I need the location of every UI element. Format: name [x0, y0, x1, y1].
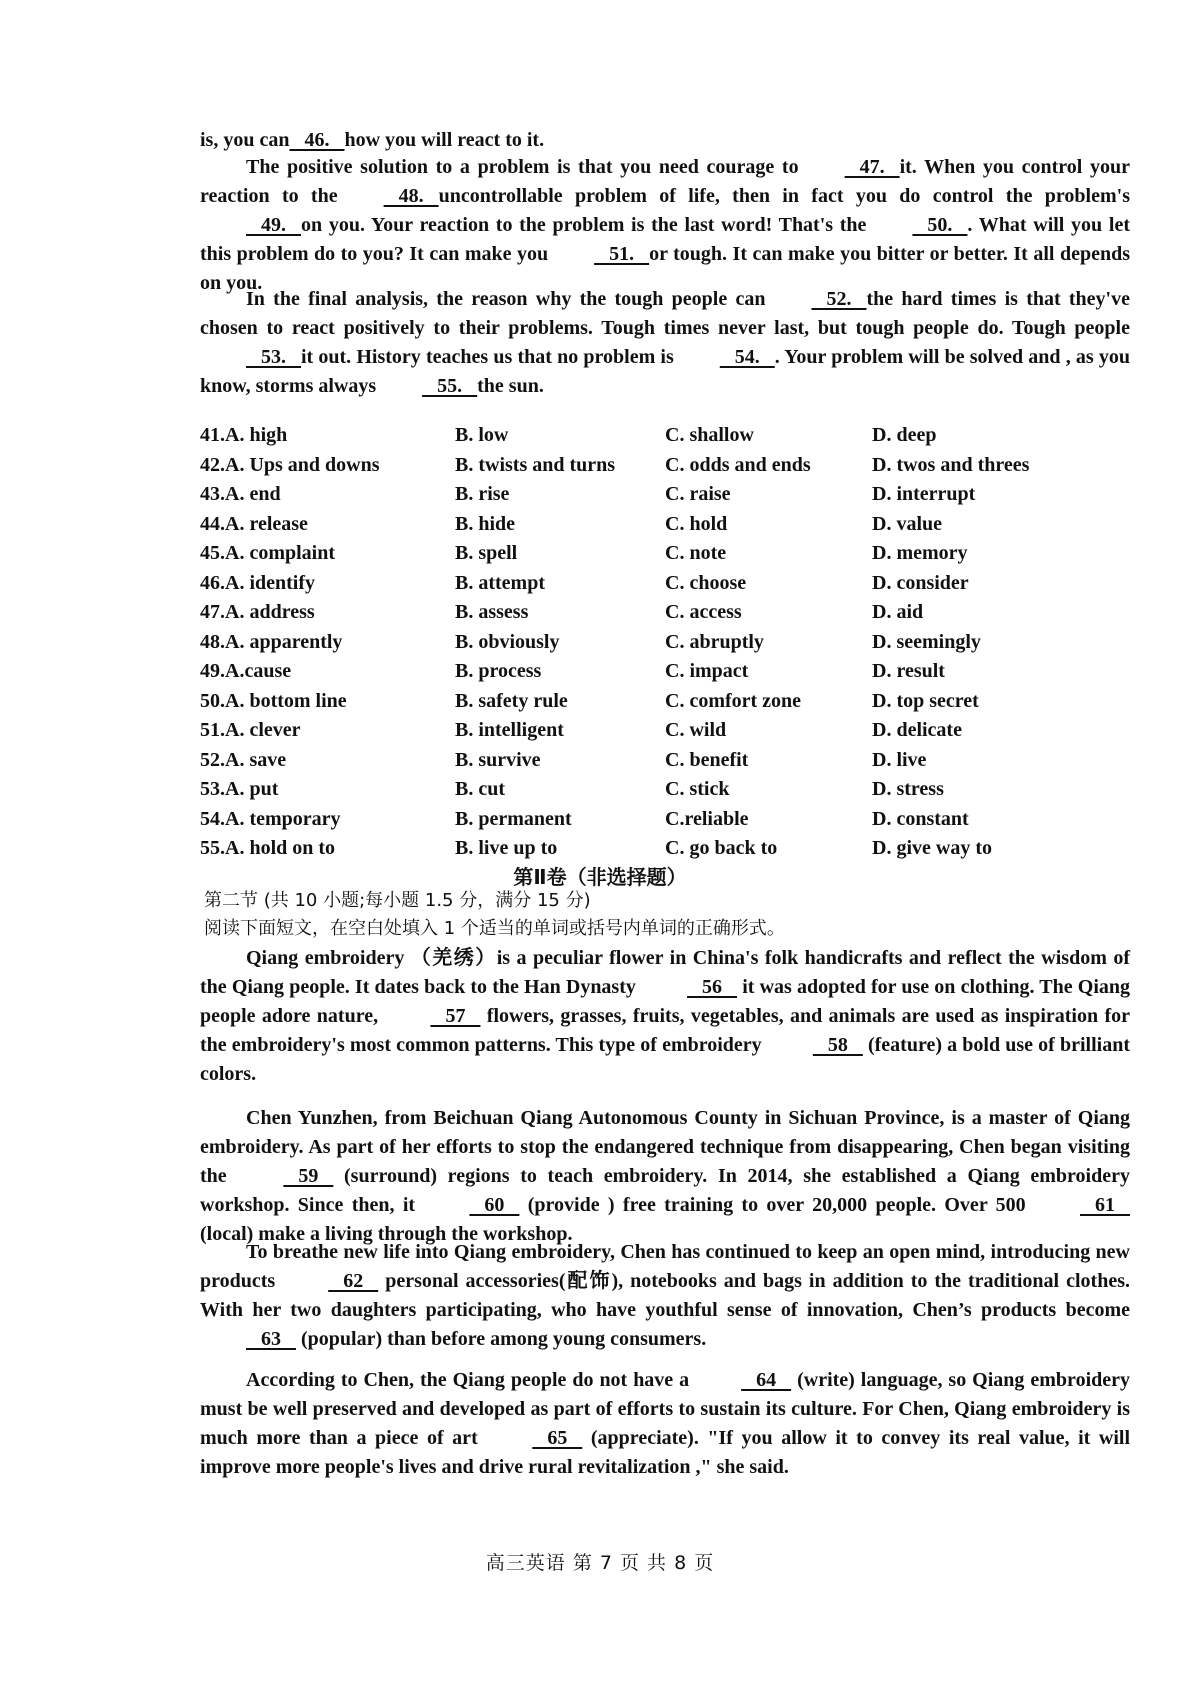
option-a: 42.A. Ups and downs	[200, 453, 380, 476]
blank-49: 49.	[246, 214, 301, 236]
blank-50: 50.	[912, 214, 968, 236]
blank-65: 65	[532, 1427, 583, 1449]
blank-58: 58	[812, 1034, 863, 1056]
option-a: 43.A. end	[200, 483, 281, 505]
option-d: D. twos and threes	[872, 453, 1030, 476]
option-row	[200, 421, 1130, 451]
option-c: C. shallow	[665, 424, 754, 446]
option-a: 41.A. high	[200, 424, 288, 446]
option-row	[200, 716, 1130, 746]
option-row	[200, 746, 1130, 776]
text-run: on you. Your reaction to the problem is the last word! That's the	[301, 214, 867, 236]
option-d: D. consider	[872, 571, 969, 594]
option-d: D. top secret	[872, 689, 979, 712]
option-b: B. hide	[455, 512, 516, 535]
text-run: To breathe new life into Qiang embroidery, Chen has continued to keep an open mind, introducing new products	[200, 1241, 1130, 1292]
text-run: personal accessories(配饰), notebooks and bags in addition to the traditional clothes. With her two daughters participating, who have youthful sense of innovation, Chen’s products become	[200, 1270, 1130, 1321]
passage2-para4	[200, 1366, 1130, 1482]
option-c: C. benefit	[665, 748, 749, 771]
option-d: D. constant	[872, 807, 969, 830]
option-c: C. go back to	[665, 837, 778, 859]
option-row	[200, 657, 1130, 687]
blank-62: 62	[328, 1270, 379, 1292]
blank-61: 61	[1080, 1194, 1131, 1216]
option-row	[200, 805, 1130, 835]
option-a: 45.A. complaint	[200, 542, 335, 564]
blank-60: 60	[469, 1194, 520, 1216]
section2-instruction: 阅读下面短文，在空白处填入 1 个适当的单词或括号内单词的正确形式。	[204, 918, 785, 939]
option-a: 52.A. save	[200, 748, 287, 771]
passage2-para2	[200, 1104, 1130, 1249]
option-a: 49.A.cause	[200, 660, 292, 682]
text-run: it was adopted for use on clothing. The Qiang people adore nature,	[200, 976, 1130, 1027]
option-c: C.reliable	[665, 807, 749, 830]
option-c: C. impact	[665, 660, 749, 682]
option-row	[200, 569, 1130, 599]
option-b: B. attempt	[455, 571, 545, 594]
text-run: (popular) than before among young consumers.	[296, 1328, 707, 1350]
option-d: D. value	[872, 512, 942, 535]
option-b: B. assess	[455, 601, 529, 623]
text-run: uncontrollable problem of life, then in fact you do control the problem's	[438, 185, 1130, 207]
text-run: it out. History teaches us that no problem is	[301, 346, 674, 368]
blank-48: 48.	[383, 185, 439, 207]
blank-63: 63	[246, 1328, 296, 1350]
text-run: it. When you control your reaction to the	[200, 156, 1130, 207]
option-b: B. twists and turns	[455, 453, 616, 476]
option-b: B. spell	[455, 542, 518, 564]
option-a: 47.A. address	[200, 601, 315, 623]
text-run: . Your problem will be solved and , as you know, storms always	[200, 346, 1130, 397]
text-run: Qiang embroidery （羌绣）is a peculiar flower in China's folk handicrafts and reflect the wisdom of the Qiang people. It dates back to the Han Dynasty	[200, 947, 1130, 998]
blank-47: 47.	[844, 156, 900, 178]
passage1-para2	[200, 285, 1130, 401]
option-a: 50.A. bottom line	[200, 689, 347, 712]
text-run: (write) language, so Qiang embroidery must be well preserved and developed as part of efforts to sustain its culture. For Chen, Qiang embroidery is much more than a piece of art	[200, 1369, 1130, 1449]
option-row	[200, 598, 1130, 628]
option-a: 44.A. release	[200, 512, 308, 535]
option-row	[200, 775, 1130, 805]
option-row	[200, 451, 1130, 481]
option-d: D. seemingly	[872, 630, 981, 653]
text-run: is, you can	[200, 129, 290, 151]
option-d: D. delicate	[872, 719, 962, 741]
text-run: Chen Yunzhen, from Beichuan Qiang Autonomous County in Sichuan Province, is a master of Qiang embroidery. As part of her efforts to stop the endangered technique from disappearing, Chen began visiting the	[200, 1107, 1130, 1187]
text-run: flowers, grasses, fruits, vegetables, and animals are used as inspiration for the embroidery's most common patterns. This type of embroidery	[200, 1005, 1131, 1056]
option-b: B. intelligent	[455, 719, 564, 741]
option-b: B. survive	[455, 748, 541, 771]
option-d: D. stress	[872, 778, 944, 800]
option-a: 48.A. apparently	[200, 630, 343, 653]
blank-59: 59	[283, 1165, 334, 1187]
passage2-para3	[200, 1238, 1130, 1354]
blank-52: 52.	[811, 288, 867, 310]
option-row	[200, 628, 1130, 658]
text-run: In the final analysis, the reason why the tough people can	[246, 288, 766, 310]
options-table	[200, 421, 1130, 864]
option-d: D. live	[872, 748, 927, 771]
option-c: C. note	[665, 542, 727, 564]
option-row	[200, 539, 1130, 569]
text-run: or tough. It can make you bitter or better. It all depends on you.	[200, 243, 1130, 294]
passage1-para1	[200, 153, 1130, 298]
blank-54: 54.	[719, 346, 775, 368]
passage1-para0	[200, 126, 1130, 155]
option-b: B. obviously	[455, 630, 560, 653]
option-c: C. access	[665, 601, 742, 623]
page-footer: 高三英语 第 7 页 共 8 页	[485, 1552, 715, 1574]
option-d: D. give way to	[872, 837, 992, 859]
option-c: C. odds and ends	[665, 453, 811, 476]
option-row	[200, 480, 1130, 510]
text-run: (surround) regions to teach embroidery. In 2014, she established a Qiang embroidery workshop. Since then, it	[200, 1165, 1130, 1216]
option-d: D. result	[872, 660, 945, 682]
option-c: C. raise	[665, 483, 731, 505]
section2-heading: 第二节 (共 10 小题;每小题 1.5 分，满分 15 分)	[204, 890, 591, 911]
volume2-title: 第Ⅱ卷（非选择题）	[513, 865, 687, 889]
passage2-para1	[200, 944, 1130, 1089]
text-run: the hard times is that they've chosen to react positively to their problems. Tough times never last, but tough people do. Tough people	[200, 288, 1130, 339]
option-b: B. process	[455, 660, 542, 682]
option-d: D. aid	[872, 601, 924, 623]
option-a: 54.A. temporary	[200, 807, 341, 830]
option-d: D. deep	[872, 424, 937, 446]
option-b: B. live up to	[455, 837, 558, 859]
option-a: 55.A. hold on to	[200, 837, 336, 859]
option-row	[200, 834, 1130, 864]
option-c: C. abruptly	[665, 630, 764, 653]
option-b: B. rise	[455, 483, 510, 505]
text-run: how you will react to it.	[344, 129, 545, 151]
text-run: (provide ) free training to over 20,000 people. Over 500	[519, 1194, 1035, 1216]
option-c: C. comfort zone	[665, 689, 802, 712]
option-b: B. permanent	[455, 807, 572, 830]
option-c: C. hold	[665, 512, 728, 535]
option-b: B. cut	[455, 778, 505, 800]
blank-53: 53.	[246, 346, 301, 368]
option-row	[200, 687, 1130, 717]
text-run: (local) make a living through the workshop.	[200, 1223, 573, 1245]
option-a: 46.A. identify	[200, 571, 315, 594]
text-run: According to Chen, the Qiang people do not have a	[246, 1369, 696, 1391]
blank-56: 56	[687, 976, 738, 998]
blank-64: 64	[741, 1369, 792, 1391]
text-run: . What will you let this problem do to you? It can make you	[200, 214, 1130, 265]
option-c: C. choose	[665, 571, 747, 594]
text-run: The positive solution to a problem is that you need courage to	[246, 156, 799, 178]
blank-46: 46.	[289, 129, 345, 151]
blank-51: 51.	[594, 243, 650, 265]
option-c: C. wild	[665, 719, 727, 741]
blank-57: 57	[430, 1005, 481, 1027]
option-d: D. interrupt	[872, 483, 976, 505]
option-b: B. low	[455, 424, 509, 446]
blank-55: 55.	[422, 375, 478, 397]
option-a: 51.A. clever	[200, 719, 301, 741]
text-run: (appreciate). "If you allow it to convey its real value, it will improve more people's lives and drive rural revitalization ," she said.	[200, 1427, 1131, 1478]
option-d: D. memory	[872, 542, 968, 564]
option-c: C. stick	[665, 778, 730, 800]
text-run: (feature) a bold use of brilliant colors.	[200, 1034, 1130, 1085]
text-run: the sun.	[477, 375, 544, 397]
option-row	[200, 510, 1130, 540]
option-a: 53.A. put	[200, 778, 279, 800]
option-b: B. safety rule	[455, 689, 568, 712]
